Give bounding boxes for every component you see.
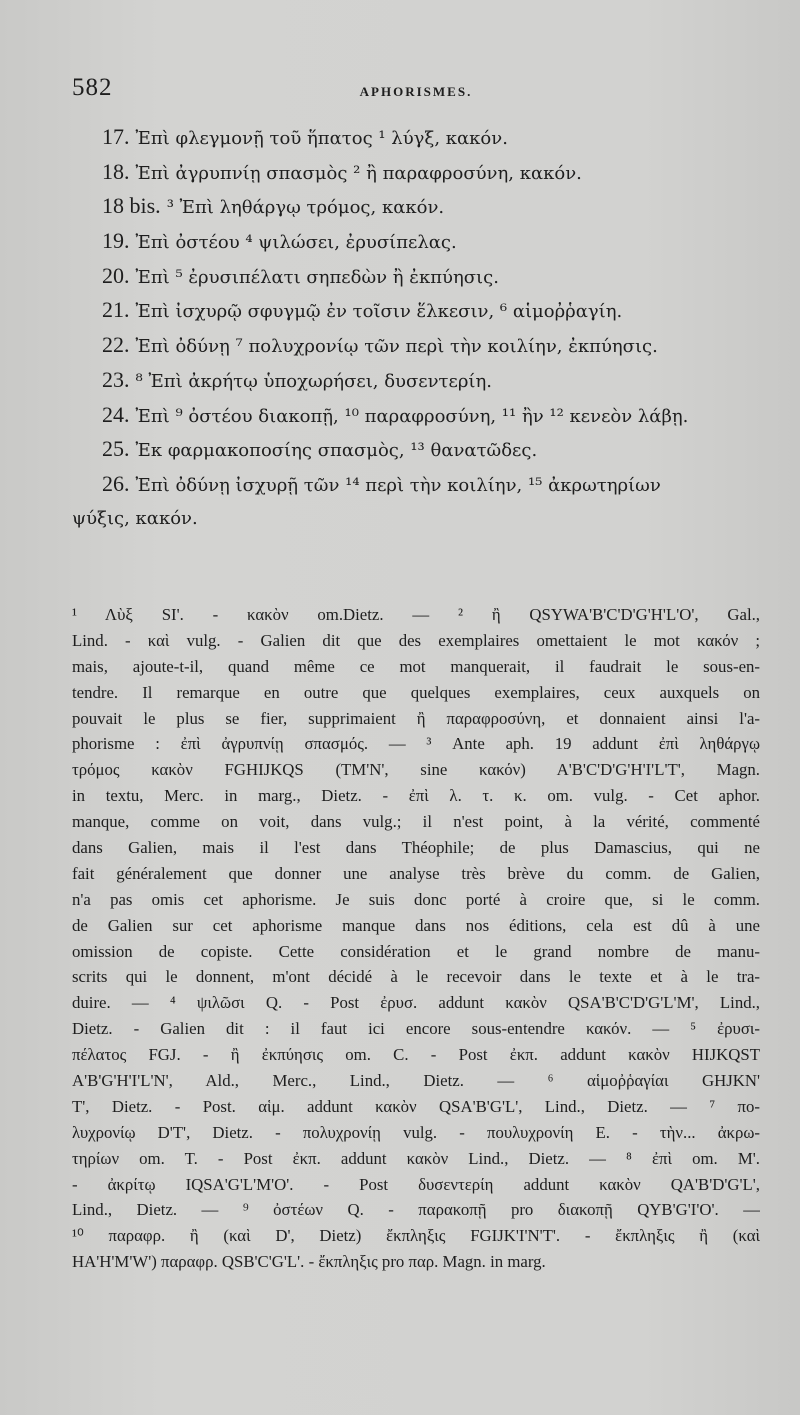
aphorism-line (72, 155, 762, 190)
footnote-line: ¹ Λὺξ SI'. - κακὸν om.Dietz. — ² ἢ QSYWA'B'C'D'G'H'L'O', Gal., (72, 605, 760, 624)
aphorism-number: 24. (102, 401, 130, 427)
aphorism-text: Ἐπὶ ⁵ ἐρυσιπέλατι σηπεδὼν ἢ ἐκπύησις. (135, 266, 499, 288)
footnote-line: HA'H'M'W') παραφρ. QSB'C'G'L'. - ἔκπληξις pro παρ. Magn. in marg. (72, 1252, 546, 1272)
aphorism-line (72, 398, 762, 433)
footnote-line: Dietz. - Galien dit : il faut ici encore sous-entendre κακόν. — ⁵ ἐρυσι- (72, 1019, 760, 1039)
footnote-line: mais, ajoute-t-il, quand même ce mot manquerait, il faudrait le sous-en- (72, 656, 760, 676)
aphorism-line (72, 259, 762, 294)
footnote-line: - ἀκρίτῳ IQSA'G'L'M'O'. - Post δυσεντερίη addunt κακὸν QA'B'D'G'L', (72, 1174, 760, 1194)
footnote-line: T', Dietz. - Post. αἱμ. addunt κακὸν QSA'B'G'L', Lind., Dietz. — ⁷ πο- (72, 1096, 760, 1116)
footnote-line: phorisme : ἐπὶ ἀγρυπνίῃ σπασμός. — ³ Ante aph. 19 addunt ἐπὶ ληθάργῳ (72, 734, 760, 754)
footnote-line: pouvait le plus se fier, supprimaient ἢ παραφροσύνη, et donnaient ainsi l'a- (72, 708, 760, 728)
footnote-line: in textu, Merc. in marg., Dietz. - ἐπὶ λ. τ. κ. om. vulg. - Cet aphor. (72, 786, 760, 806)
aphorism-text: Ἐπὶ ἰσχυρῷ σφυγμῷ ἐν τοῖσιν ἕλκεσιν, ⁶ αἱμοῤῥαγίη. (135, 301, 623, 323)
aphorism-line (72, 502, 762, 537)
footnote-line: omission de copiste. Cette considération et le grand nombre de manu- (72, 941, 760, 961)
footnote-line: A'B'G'H'I'L'N', Ald., Merc., Lind., Dietz. — ⁶ αἱμοῤῥαγίαι GHJKN' (72, 1071, 760, 1091)
aphorism-line (72, 432, 762, 467)
aphorism-text: ³ Ἐπὶ ληθάργῳ τρόμος, κακόν. (166, 197, 445, 219)
footnote-line: τρόμος κακὸν FGHIJKQS (TM'N', sine κακόν) A'B'C'D'G'H'I'L'T', Magn. (72, 760, 760, 780)
aphorism-text: ψύξις, κακόν. (72, 507, 198, 529)
aphorism-text: Ἐπὶ ⁹ ὀστέου διακοπῇ, ¹⁰ παραφροσύνη, ¹¹ ἢν ¹² κενεὸν λάβῃ. (135, 405, 689, 427)
aphorism-text: Ἐπὶ ἀγρυπνίῃ σπασμὸς ² ἢ παραφροσύνη, κακόν. (135, 162, 582, 184)
aphorism-number: 20. (102, 262, 130, 288)
footnote-line: Lind., Dietz. — ⁹ ὀστέων Q. - παρακοπῇ pro διακοπῇ QYB'G'I'O'. — (72, 1200, 760, 1220)
footnote-line: fait généralement que donner une analyse très brève du comm. de Galien, (72, 863, 760, 883)
footnotes (72, 602, 760, 1275)
footnote-line: manque, comme on voit, dans vulg.; il n'est point, à la vérité, commenté (72, 812, 760, 832)
aphorism-line (72, 189, 762, 224)
footnote-line: λυχρονίῳ D'T', Dietz. - πολυχρονίῃ vulg. - πουλυχρονίη E. - τὴν... ἀκρω- (72, 1122, 760, 1142)
footnote-line: tendre. Il remarque en outre que quelques exemplaires, ceux auxquels on (72, 682, 760, 702)
page-number: 582 (72, 74, 113, 101)
aphorism-number: 18. (102, 158, 130, 184)
aphorism-line (72, 328, 762, 363)
running-title: APHORISMES. (359, 84, 473, 99)
aphorism-text: Ἐπὶ φλεγμονῇ τοῦ ἥπατος ¹ λύγξ, κακόν. (135, 128, 508, 149)
aphorism-number: 19. (102, 228, 130, 254)
footnote-line: τηρίων om. T. - Post ἐκπ. addunt κακὸν Lind., Dietz. — ⁸ ἐπὶ om. M'. (72, 1148, 760, 1168)
aphorism-number: 23. (102, 366, 130, 392)
aphorism-number: 22. (102, 332, 130, 358)
footnote-line: ¹⁰ παραφρ. ἢ (καὶ D', Dietz) ἔκπληξις FGIJK'I'N'T'. - ἔκπληξις ἢ (καὶ (72, 1226, 760, 1246)
footnote-line: duire. — ⁴ ψιλῶσι Q. - Post ἐρυσ. addunt κακὸν QSA'B'C'D'G'L'M', Lind., (72, 993, 760, 1013)
aphorism-list (72, 120, 762, 536)
aphorism-number: 21. (102, 297, 130, 323)
aphorism-number: 17. (102, 124, 130, 149)
aphorism-number: 25. (102, 436, 130, 462)
aphorism-text: Ἐπὶ ὀδύνῃ ⁷ πολυχρονίῳ τῶν περὶ τὴν κοιλίην, ἐκπύησις. (135, 336, 658, 358)
aphorism-text: ⁸ Ἐπὶ ἀκρήτῳ ὑποχωρήσει, δυσεντερίη. (135, 370, 492, 392)
aphorism-line (72, 120, 762, 155)
footnote-line: scrits qui le donnent, m'ont décidé à le recevoir dans le texte et à le tra- (72, 967, 760, 987)
page-header (72, 74, 760, 114)
footnote-line: dans Galien, mais il l'est dans Théophile; de plus Damascius, qui ne (72, 838, 760, 858)
aphorism-line (72, 293, 762, 328)
aphorism-text: Ἐπὶ ὀστέου ⁴ ψιλώσει, ἐρυσίπελας. (135, 232, 457, 254)
aphorism-line (72, 363, 762, 398)
aphorism-number: 18 bis. (102, 193, 161, 219)
aphorism-line (72, 467, 762, 502)
aphorism-line (72, 224, 762, 259)
aphorism-number: 26. (102, 470, 130, 496)
footnote-line: πέλατος FGJ. - ἢ ἐκπύησις om. C. - Post ἐκπ. addunt κακὸν HIJKQST (72, 1045, 760, 1065)
footnote-line: de Galien sur cet aphorisme manque dans nos éditions, cela est dû à une (72, 915, 760, 935)
footnote-line: n'a pas omis cet aphorisme. Je suis donc porté à croire que, si le comm. (72, 889, 760, 909)
aphorism-text: Ἐπὶ ὀδύνῃ ἰσχυρῇ τῶν ¹⁴ περὶ τὴν κοιλίην, ¹⁵ ἀκρωτηρίων (135, 474, 661, 496)
aphorism-text: Ἐκ φαρμακοποσίης σπασμὸς, ¹³ θανατῶδες. (135, 440, 538, 462)
footnote-line: Lind. - καὶ vulg. - Galien dit que des exemplaires omettaient le mot κακόν ; (72, 630, 760, 650)
